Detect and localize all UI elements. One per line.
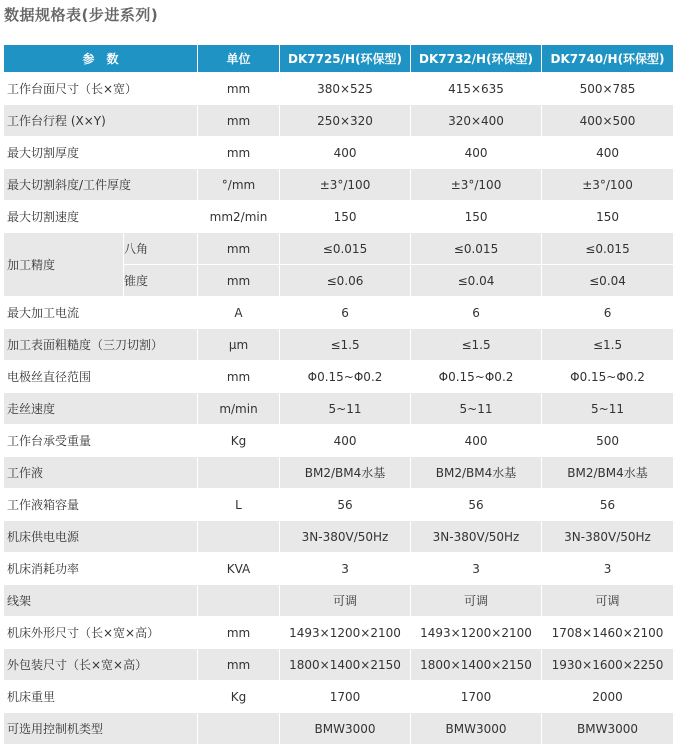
value-cell: 1800×1400×2150 [411, 649, 542, 681]
value-cell: 380×525 [280, 73, 411, 105]
sub-param-label: 锥度 [124, 265, 198, 297]
value-cell: 3N-380V/50Hz [280, 521, 411, 553]
param-label: 最大切割速度 [4, 201, 198, 233]
value-cell: BMW3000 [280, 713, 411, 745]
unit-cell [198, 585, 280, 617]
value-cell: 150 [280, 201, 411, 233]
param-label: 机床供电电源 [4, 521, 198, 553]
value-cell: ≤0.06 [280, 265, 411, 297]
unit-cell: mm [198, 361, 280, 393]
value-cell: 400 [411, 137, 542, 169]
value-cell: 400 [280, 425, 411, 457]
unit-cell: mm [198, 617, 280, 649]
unit-cell: mm [198, 105, 280, 137]
param-label: 工作液箱容量 [4, 489, 198, 521]
value-cell: 500 [542, 425, 674, 457]
table-row [4, 73, 674, 105]
value-cell: ≤1.5 [542, 329, 674, 361]
value-cell: 1493×1200×2100 [411, 617, 542, 649]
value-cell: 2000 [542, 681, 674, 713]
value-cell: ≤0.015 [411, 233, 542, 265]
param-label: 工作台行程 (X×Y) [4, 105, 198, 137]
value-cell: 415×635 [411, 73, 542, 105]
unit-cell: mm [198, 137, 280, 169]
unit-cell: mm [198, 265, 280, 297]
value-cell: 400 [411, 425, 542, 457]
header-model-1: DK7725/H(环保型) [280, 45, 411, 73]
unit-cell: mm [198, 649, 280, 681]
param-label: 最大切割厚度 [4, 137, 198, 169]
unit-cell: mm [198, 233, 280, 265]
table-row [4, 489, 674, 521]
table-row [4, 201, 674, 233]
value-cell: 1700 [280, 681, 411, 713]
unit-cell [198, 713, 280, 745]
header-model-2: DK7732/H(环保型) [411, 45, 542, 73]
value-cell: 320×400 [411, 105, 542, 137]
table-row [4, 681, 674, 713]
table-row [4, 105, 674, 137]
value-cell: 500×785 [542, 73, 674, 105]
value-cell: 可调 [411, 585, 542, 617]
param-label: 机床消耗功率 [4, 553, 198, 585]
value-cell: ≤0.015 [280, 233, 411, 265]
value-cell: BM2/BM4水基 [280, 457, 411, 489]
table-header-row [4, 45, 674, 73]
param-label: 机床重里 [4, 681, 198, 713]
value-cell: 3N-380V/50Hz [411, 521, 542, 553]
value-cell: ≤1.5 [411, 329, 542, 361]
header-param: 参 数 [4, 45, 198, 73]
value-cell: 6 [280, 297, 411, 329]
value-cell: 56 [542, 489, 674, 521]
table-row [4, 649, 674, 681]
value-cell: BM2/BM4水基 [542, 457, 674, 489]
param-label: 加工精度 [4, 233, 124, 297]
param-label: 工作台面尺寸（长×宽） [4, 73, 198, 105]
unit-cell: Kg [198, 681, 280, 713]
unit-cell: mm2/min [198, 201, 280, 233]
value-cell: BM2/BM4水基 [411, 457, 542, 489]
param-label: 可选用控制机类型 [4, 713, 198, 745]
value-cell: 400 [280, 137, 411, 169]
table-row [4, 233, 674, 265]
unit-cell: Kg [198, 425, 280, 457]
value-cell: ≤1.5 [280, 329, 411, 361]
table-row [4, 713, 674, 745]
value-cell: Φ0.15~Φ0.2 [542, 361, 674, 393]
unit-cell: A [198, 297, 280, 329]
unit-cell: μm [198, 329, 280, 361]
header-unit: 单位 [198, 45, 280, 73]
param-label: 外包装尺寸（长×宽×高） [4, 649, 198, 681]
header-model-3: DK7740/H(环保型) [542, 45, 674, 73]
unit-cell: L [198, 489, 280, 521]
value-cell: 1708×1460×2100 [542, 617, 674, 649]
value-cell: 6 [411, 297, 542, 329]
spec-table [3, 44, 674, 745]
value-cell: 3 [280, 553, 411, 585]
page-title: 数据规格表(步进系列) [4, 6, 159, 24]
sub-param-label: 八角 [124, 233, 198, 265]
table-row [4, 425, 674, 457]
param-label: 最大加工电流 [4, 297, 198, 329]
value-cell: Φ0.15~Φ0.2 [280, 361, 411, 393]
unit-cell [198, 457, 280, 489]
table-row [4, 457, 674, 489]
param-label: 工作台承受重量 [4, 425, 198, 457]
value-cell: ±3°/100 [280, 169, 411, 201]
param-label: 工作液 [4, 457, 198, 489]
value-cell: 56 [280, 489, 411, 521]
param-label: 加工表面粗糙度（三刀切割） [4, 329, 198, 361]
value-cell: ≤0.04 [542, 265, 674, 297]
value-cell: 3 [411, 553, 542, 585]
value-cell: 5~11 [411, 393, 542, 425]
table-row [4, 617, 674, 649]
value-cell: BMW3000 [542, 713, 674, 745]
value-cell: 150 [411, 201, 542, 233]
value-cell: 可调 [280, 585, 411, 617]
unit-cell [198, 521, 280, 553]
param-label: 最大切割斜度/工件厚度 [4, 169, 198, 201]
table-row [4, 553, 674, 585]
unit-cell: KVA [198, 553, 280, 585]
unit-cell: mm [198, 73, 280, 105]
value-cell: 250×320 [280, 105, 411, 137]
value-cell: 3 [542, 553, 674, 585]
value-cell: BMW3000 [411, 713, 542, 745]
table-row [4, 297, 674, 329]
value-cell: 400×500 [542, 105, 674, 137]
value-cell: ≤0.04 [411, 265, 542, 297]
value-cell: Φ0.15~Φ0.2 [411, 361, 542, 393]
param-label: 电极丝直径范围 [4, 361, 198, 393]
param-label: 走丝速度 [4, 393, 198, 425]
value-cell: 56 [411, 489, 542, 521]
table-row [4, 137, 674, 169]
value-cell: 150 [542, 201, 674, 233]
param-label: 线架 [4, 585, 198, 617]
unit-cell: m/min [198, 393, 280, 425]
value-cell: 可调 [542, 585, 674, 617]
value-cell: ±3°/100 [542, 169, 674, 201]
unit-cell: °/mm [198, 169, 280, 201]
table-row [4, 521, 674, 553]
value-cell: 5~11 [280, 393, 411, 425]
value-cell: 5~11 [542, 393, 674, 425]
value-cell: ±3°/100 [411, 169, 542, 201]
table-row [4, 361, 674, 393]
param-label: 机床外形尺寸（长×宽×高） [4, 617, 198, 649]
table-row [4, 585, 674, 617]
value-cell: 1700 [411, 681, 542, 713]
table-row [4, 393, 674, 425]
value-cell: 3N-380V/50Hz [542, 521, 674, 553]
value-cell: 6 [542, 297, 674, 329]
value-cell: 1930×1600×2250 [542, 649, 674, 681]
value-cell: 1493×1200×2100 [280, 617, 411, 649]
value-cell: ≤0.015 [542, 233, 674, 265]
value-cell: 1800×1400×2150 [280, 649, 411, 681]
table-row [4, 169, 674, 201]
value-cell: 400 [542, 137, 674, 169]
table-row [4, 329, 674, 361]
